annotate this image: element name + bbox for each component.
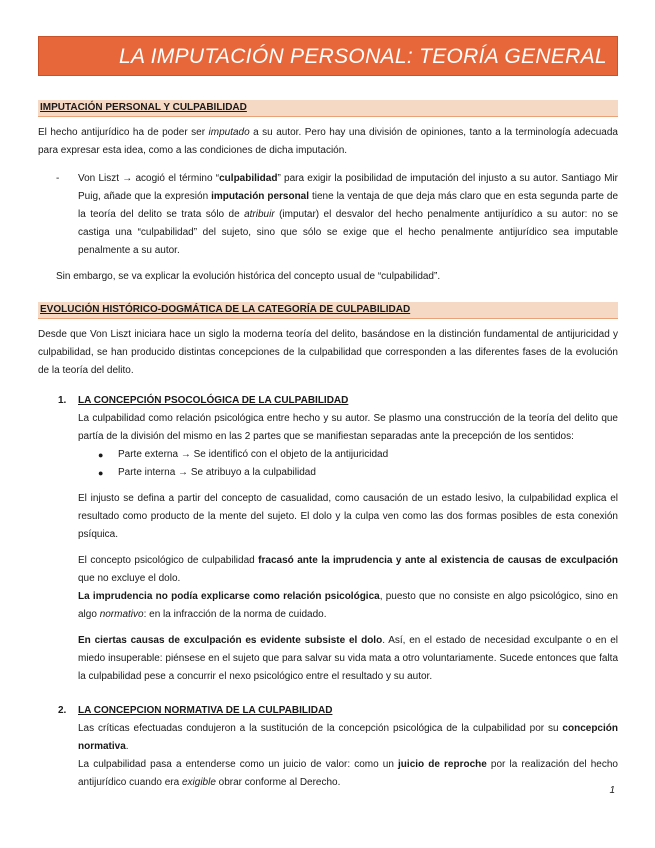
paragraph: La imprudencia no podía explicarse como relación psicológica, puesto que no consiste en algo psicológico, sino en algo normativo: en la infracción de la norma de cuidado. <box>78 591 618 620</box>
numbered-item-2 <box>38 702 618 792</box>
list-item: ● Parte interna → Se atribuyo a la culpabilidad <box>118 464 618 482</box>
bullet-icon: ● <box>98 468 104 478</box>
paragraph: El hecho antijurídico ha de poder ser imputado a su autor. Pero hay una división de opiniones, tanto a la terminología adecuada para expresar esta idea, como a las condiciones de dicha imputación. <box>38 127 618 156</box>
dash-marker: - <box>56 173 60 184</box>
dash-list-item <box>38 170 618 260</box>
paragraph: El concepto psicológico de culpabilidad fracasó ante la imprudencia y ante al existencia de causas de exculpación que no excluye el dolo. <box>78 555 618 584</box>
item-title: LA CONCEPCION NORMATIVA DE LA CULPABILIDAD <box>78 705 333 716</box>
paragraph: La culpabilidad como relación psicológica entre hecho y su autor. Se plasmo una construcción de la teoría del delito que partía de la división del mismo en las 2 partes que se manifiestan separadas ante la precepción de los sentidos: <box>78 413 618 442</box>
section-heading-imputacion: IMPUTACIÓN PERSONAL Y CULPABILIDAD <box>38 100 618 117</box>
paragraph: El injusto se defina a partir del concepto de casualidad, como causación de un estado lesivo, la culpabilidad explica el resultado como producto de la mente del sujeto. El dolo y la culpa ven como las dos formas posibles de esta conexión psíquica. <box>78 493 618 540</box>
paragraph: Von Liszt → acogió el término “culpabilidad” para exigir la posibilidad de imputación del injusto a su autor. Santiago Mir Puig, añade que la expresión imputación personal tiene la ventaja de que deja más claro que en esta segunda parte de la teoría del delito se trata sólo de atribuir (imputar) el desvalor del hecho penalmente antijurídico a su autor: no se castiga una “culpabilidad” del sujeto, sino que sólo se exige que el hecho penalmente antijurídico sea imputable penalmente a su autor. <box>78 173 619 256</box>
paragraph: La culpabilidad pasa a entenderse como un juicio de valor: como un juicio de reproche por la realización del hecho antijurídico cuando era exigible obrar conforme al Derecho. <box>78 759 618 788</box>
document-body <box>38 100 618 792</box>
bullet-list <box>78 446 618 482</box>
list-item: ● Parte externa → Se identificó con el objeto de la antijuricidad <box>118 446 618 464</box>
paragraph: En ciertas causas de exculpación es evidente subsiste el dolo. Así, en el estado de necesidad exculpante o en el miedo insuperable: piénsese en el sujeto que para salvar su vida mata a otro voluntariamente. Sucede entonces que falta la culpabilidad pese a concurrir el nexo psicológico entre el resultado y su autor. <box>78 635 619 682</box>
paragraph: Las críticas efectuadas condujeron a la sustitución de la concepción psicológica de la culpabilidad por su concepción normativa. <box>78 723 618 752</box>
title-bar <box>38 36 618 76</box>
numbered-item-1 <box>38 392 618 686</box>
section-heading-evolucion: EVOLUCIÓN HISTÓRICO-DOGMÁTICA DE LA CATEGORÍA DE CULPABILIDAD <box>38 302 618 319</box>
page-number: 1 <box>609 785 615 796</box>
item-title: LA CONCEPCIÓN PSOCOLÓGICA DE LA CULPABILIDAD <box>78 395 349 406</box>
paragraph: Desde que Von Liszt iniciara hace un siglo la moderna teoría del delito, basándose en la distinción fundamental de antijuricidad y culpabilidad, se han producido distintas concepciones de la culpabilidad que corresponden a las diferentes fases de la evolución de la teoría del delito. <box>38 329 618 376</box>
item-number: 1. <box>58 395 67 406</box>
page-title: LA IMPUTACIÓN PERSONAL: TEORÍA GENERAL <box>119 45 607 68</box>
bullet-icon: ● <box>98 450 104 460</box>
item-number: 2. <box>58 705 67 716</box>
paragraph: Sin embargo, se va explicar la evolución histórica del concepto usual de “culpabilidad”. <box>56 271 441 282</box>
